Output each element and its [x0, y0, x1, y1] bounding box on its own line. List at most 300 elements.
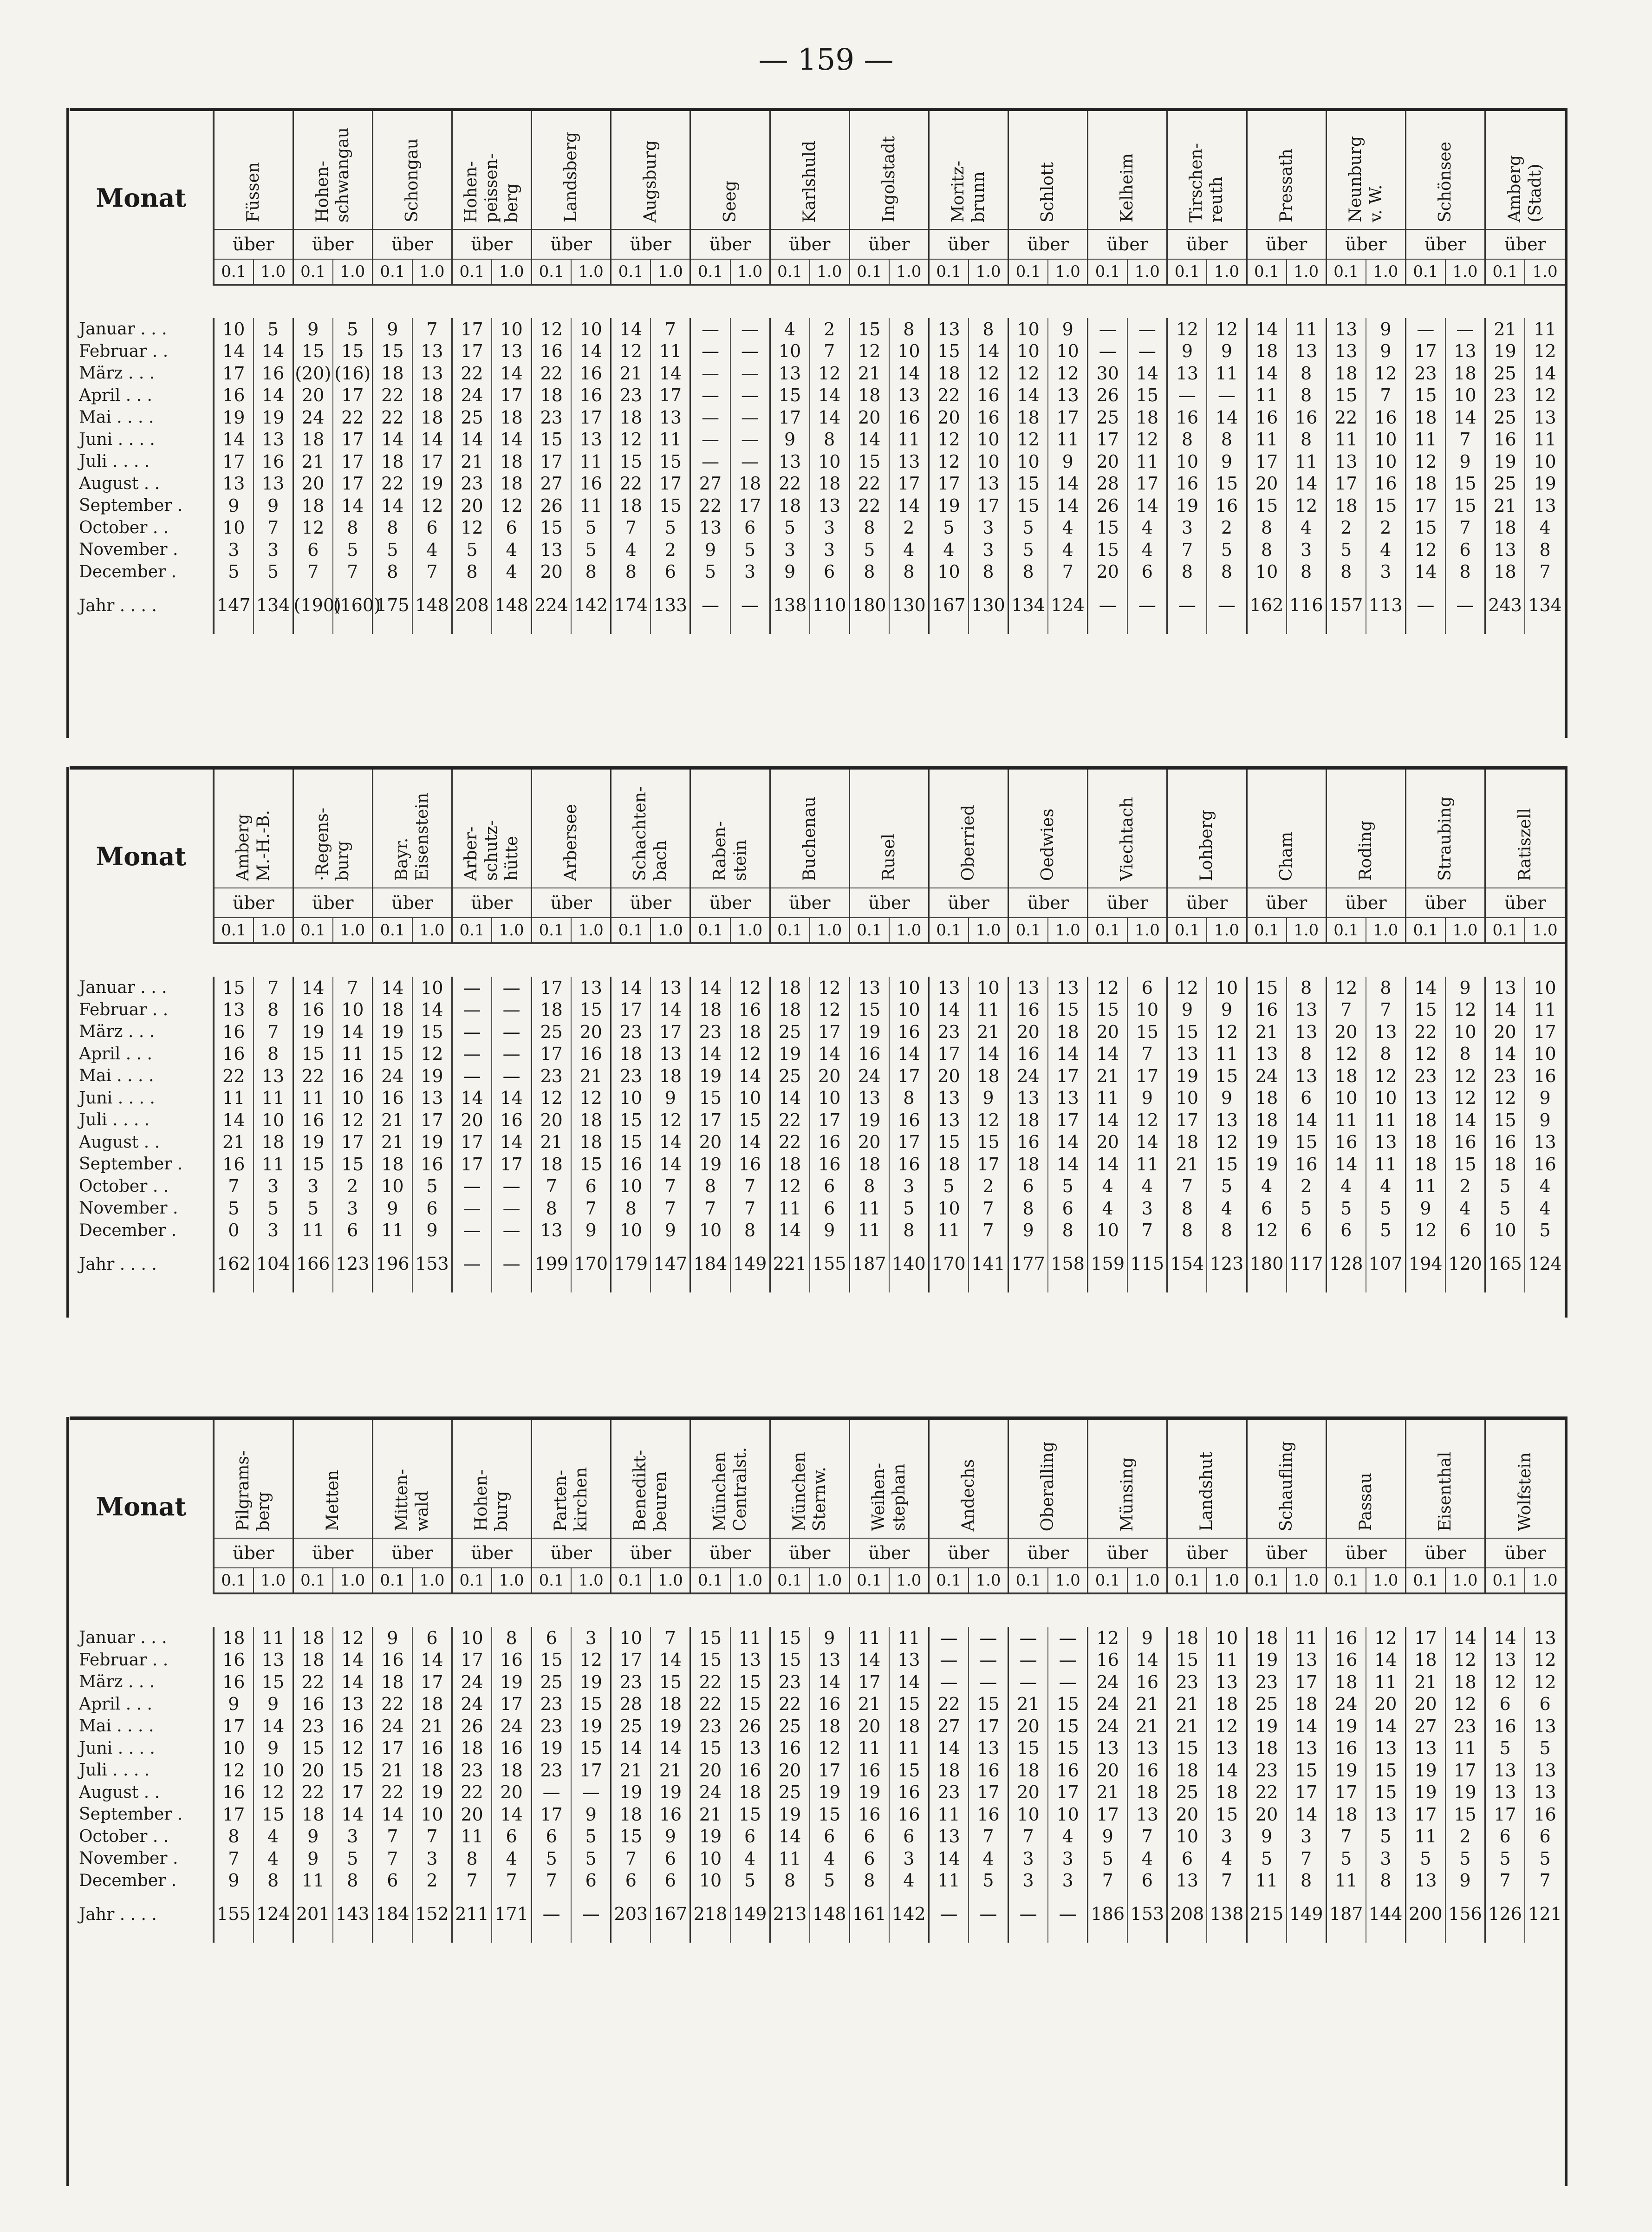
- threshold-0-1: 0.1: [929, 259, 969, 285]
- month-label: Mai . . . .: [70, 1715, 214, 1737]
- value-cell: 18: [1247, 1627, 1287, 1649]
- value-cell: —: [452, 977, 492, 999]
- value-cell: 25: [1247, 1693, 1287, 1716]
- value-cell: 10: [690, 1870, 730, 1892]
- value-cell: 6: [1287, 1087, 1327, 1109]
- value-cell: —: [969, 1892, 1008, 1924]
- filler: [889, 615, 929, 634]
- value-cell: 12: [730, 1043, 770, 1065]
- value-cell: 10: [214, 517, 254, 539]
- filler: [452, 1924, 492, 1943]
- value-cell: 3: [810, 517, 850, 539]
- value-cell: 19: [293, 1131, 333, 1154]
- ueber-label: über: [849, 1538, 929, 1568]
- value-cell: 18: [1405, 473, 1445, 495]
- ueber-label: über: [532, 888, 611, 918]
- value-cell: 19: [1326, 1715, 1366, 1737]
- ueber-label: über: [1088, 229, 1167, 259]
- value-cell: 4: [1326, 1175, 1366, 1198]
- value-cell: —: [1167, 583, 1207, 615]
- value-cell: 7: [1326, 1826, 1366, 1848]
- value-cell: 4: [810, 1847, 850, 1870]
- value-cell: 13: [889, 1649, 929, 1671]
- value-cell: 10: [1088, 1220, 1128, 1242]
- threshold-0-1: 0.1: [1088, 918, 1128, 943]
- threshold-1-0: 1.0: [571, 1568, 611, 1593]
- value-cell: 18: [372, 362, 412, 385]
- value-cell: 23: [611, 1671, 651, 1693]
- value-cell: 22: [293, 1065, 333, 1087]
- value-cell: 19: [690, 1153, 730, 1175]
- value-cell: 17: [412, 1671, 452, 1693]
- value-cell: 2: [412, 1870, 452, 1892]
- filler: [929, 1924, 969, 1943]
- value-cell: 170: [571, 1241, 611, 1274]
- filler: [1445, 1274, 1485, 1292]
- value-cell: 3: [254, 1175, 293, 1198]
- ueber-label: über: [1008, 229, 1088, 259]
- value-cell: 5: [293, 1197, 333, 1220]
- station-name: Straubing: [1435, 796, 1455, 881]
- value-cell: 16: [1525, 1065, 1565, 1087]
- value-cell: 149: [730, 1892, 770, 1924]
- value-cell: 17: [571, 406, 611, 429]
- value-cell: 22: [333, 406, 373, 429]
- ueber-label: über: [1247, 229, 1326, 259]
- value-cell: 13: [1287, 340, 1327, 363]
- value-cell: 18: [611, 495, 651, 517]
- value-cell: 12: [611, 340, 651, 363]
- value-cell: 15: [532, 1649, 572, 1671]
- value-cell: 13: [849, 977, 889, 999]
- value-cell: 21: [1088, 1782, 1128, 1804]
- month-label: April . . .: [70, 1693, 214, 1716]
- value-cell: (16): [333, 362, 373, 385]
- value-cell: 14: [1405, 561, 1445, 583]
- value-cell: 25: [1167, 1782, 1207, 1804]
- value-cell: 13: [1525, 1715, 1565, 1737]
- value-cell: 14: [571, 340, 611, 363]
- ueber-label: über: [690, 229, 770, 259]
- value-cell: 12: [1405, 1043, 1445, 1065]
- value-cell: 15: [254, 1671, 293, 1693]
- value-cell: 21: [1008, 1693, 1048, 1716]
- value-cell: 11: [849, 1197, 889, 1220]
- month-label: November .: [70, 1197, 214, 1220]
- value-cell: 23: [532, 1693, 572, 1716]
- value-cell: 12: [810, 362, 850, 385]
- value-cell: 4: [1048, 517, 1088, 539]
- value-cell: 13: [532, 539, 572, 561]
- value-cell: 15: [650, 450, 690, 473]
- value-cell: 5: [333, 1847, 373, 1870]
- value-cell: 16: [1167, 406, 1207, 429]
- value-cell: 16: [333, 1065, 373, 1087]
- threshold-1-0: 1.0: [730, 918, 770, 943]
- station-header: [1405, 1420, 1485, 1538]
- value-cell: —: [1048, 1627, 1088, 1649]
- value-cell: 12: [1366, 1065, 1406, 1087]
- value-cell: 11: [929, 1220, 969, 1242]
- value-cell: 20: [690, 1759, 730, 1782]
- value-cell: 4: [492, 1847, 532, 1870]
- value-cell: 16: [412, 1737, 452, 1760]
- value-cell: 15: [571, 999, 611, 1021]
- station-name: Moritz- brunn: [948, 161, 988, 222]
- value-cell: 18: [492, 406, 532, 429]
- threshold-1-0: 1.0: [333, 259, 373, 285]
- value-cell: 18: [730, 1021, 770, 1043]
- value-cell: 13: [1525, 1759, 1565, 1782]
- month-row: [70, 362, 1565, 385]
- value-cell: 24: [372, 1065, 412, 1087]
- filler: [1366, 1274, 1406, 1292]
- value-cell: 12: [452, 517, 492, 539]
- value-cell: 11: [889, 429, 929, 451]
- value-cell: 7: [254, 517, 293, 539]
- month-label: Jahr . . . .: [70, 1241, 214, 1274]
- threshold-1-0: 1.0: [650, 918, 690, 943]
- monat-header: Monat: [70, 770, 214, 943]
- value-cell: —: [1405, 318, 1445, 340]
- value-cell: 6: [1127, 1870, 1167, 1892]
- filler: [611, 1924, 651, 1943]
- value-cell: 18: [452, 1737, 492, 1760]
- value-cell: 18: [532, 999, 572, 1021]
- value-cell: 152: [412, 1892, 452, 1924]
- value-cell: 9: [372, 1197, 412, 1220]
- value-cell: 9: [969, 1087, 1008, 1109]
- value-cell: 8: [1287, 429, 1327, 451]
- value-cell: 9: [1127, 1087, 1167, 1109]
- value-cell: —: [492, 999, 532, 1021]
- filler: [1525, 1274, 1565, 1292]
- value-cell: 12: [1048, 362, 1088, 385]
- value-cell: 15: [1088, 539, 1128, 561]
- value-cell: 18: [1326, 362, 1366, 385]
- value-cell: 13: [650, 406, 690, 429]
- threshold-1-0: 1.0: [254, 918, 293, 943]
- value-cell: 13: [254, 1649, 293, 1671]
- value-cell: —: [690, 406, 730, 429]
- value-cell: 10: [889, 977, 929, 999]
- value-cell: 142: [889, 1892, 929, 1924]
- value-cell: 12: [1326, 1043, 1366, 1065]
- value-cell: 4: [1525, 1175, 1565, 1198]
- filler: [1326, 615, 1366, 634]
- station-name: Wolfstein: [1515, 1452, 1535, 1531]
- value-cell: 23: [690, 1715, 730, 1737]
- value-cell: 167: [929, 583, 969, 615]
- filler: [412, 1274, 452, 1292]
- value-cell: 10: [1048, 1803, 1088, 1826]
- value-cell: 20: [1485, 1021, 1525, 1043]
- value-cell: 22: [452, 362, 492, 385]
- filler: [611, 615, 651, 634]
- value-cell: 12: [1525, 1671, 1565, 1693]
- value-cell: 23: [611, 385, 651, 407]
- value-cell: 8: [1167, 429, 1207, 451]
- value-cell: —: [492, 977, 532, 999]
- value-cell: 10: [810, 450, 850, 473]
- month-row: [70, 1671, 1565, 1693]
- value-cell: 22: [690, 1693, 730, 1716]
- value-cell: 5: [929, 517, 969, 539]
- value-cell: 13: [929, 977, 969, 999]
- value-cell: 3: [1127, 1197, 1167, 1220]
- station-name: Cham: [1276, 831, 1296, 881]
- threshold-1-0: 1.0: [1525, 1568, 1565, 1593]
- ueber-label: über: [1008, 888, 1088, 918]
- station-header: [452, 1420, 531, 1538]
- value-cell: 15: [1366, 1782, 1406, 1804]
- station-name: Buchenau: [800, 796, 819, 881]
- value-cell: 15: [1048, 1737, 1088, 1760]
- value-cell: 13: [1405, 1870, 1445, 1892]
- value-cell: 18: [1127, 406, 1167, 429]
- value-cell: 10: [969, 429, 1008, 451]
- station-name: Mitten- wald: [392, 1469, 432, 1531]
- value-cell: 8: [1008, 1197, 1048, 1220]
- ueber-label: über: [372, 229, 452, 259]
- value-cell: 15: [690, 1087, 730, 1109]
- station-name: Amberg M.-H.-B.: [233, 809, 273, 881]
- station-header: [929, 111, 1008, 229]
- month-row: [70, 450, 1565, 473]
- value-cell: 10: [1445, 1021, 1485, 1043]
- value-cell: 19: [412, 473, 452, 495]
- value-cell: 124: [1525, 1241, 1565, 1274]
- value-cell: 17: [452, 318, 492, 340]
- value-cell: 22: [690, 495, 730, 517]
- value-cell: 16: [1207, 495, 1247, 517]
- value-cell: 17: [333, 1782, 373, 1804]
- value-cell: 14: [929, 999, 969, 1021]
- value-cell: 2: [969, 1175, 1008, 1198]
- threshold-1-0: 1.0: [730, 259, 770, 285]
- value-cell: 12: [1445, 1087, 1485, 1109]
- value-cell: 5: [1525, 1220, 1565, 1242]
- value-cell: 5: [770, 517, 810, 539]
- value-cell: 10: [254, 1109, 293, 1131]
- value-cell: 13: [1048, 977, 1088, 999]
- value-cell: 7: [650, 1197, 690, 1220]
- value-cell: 9: [1445, 977, 1485, 999]
- value-cell: 13: [1167, 362, 1207, 385]
- threshold-0-1: 0.1: [532, 918, 572, 943]
- value-cell: 13: [1048, 1087, 1088, 1109]
- value-cell: 7: [532, 1175, 572, 1198]
- value-cell: 6: [889, 1826, 929, 1848]
- value-cell: 147: [214, 583, 254, 615]
- value-cell: 180: [849, 583, 889, 615]
- value-cell: 17: [452, 1153, 492, 1175]
- ueber-label: über: [1167, 229, 1247, 259]
- station-header: [1167, 111, 1247, 229]
- value-cell: 6: [849, 1826, 889, 1848]
- value-cell: 3: [1287, 539, 1327, 561]
- value-cell: 7: [333, 977, 373, 999]
- value-cell: 20: [770, 1759, 810, 1782]
- value-cell: 22: [1405, 1021, 1445, 1043]
- filler: [849, 1924, 889, 1943]
- value-cell: 12: [1088, 1627, 1128, 1649]
- value-cell: 15: [1445, 1153, 1485, 1175]
- value-cell: 14: [254, 385, 293, 407]
- value-cell: 5: [254, 561, 293, 583]
- value-cell: 3: [810, 539, 850, 561]
- threshold-0-1: 0.1: [372, 259, 412, 285]
- value-cell: 25: [1485, 406, 1525, 429]
- month-row: [70, 1065, 1565, 1087]
- ueber-label: über: [372, 888, 452, 918]
- value-cell: 18: [1485, 517, 1525, 539]
- month-label: December .: [70, 1870, 214, 1892]
- station-header: [532, 111, 611, 229]
- value-cell: 20: [849, 406, 889, 429]
- value-cell: 14: [611, 977, 651, 999]
- value-cell: 13: [1088, 1737, 1128, 1760]
- month-row: [70, 495, 1565, 517]
- value-cell: 7: [1287, 1847, 1327, 1870]
- value-cell: 16: [293, 999, 333, 1021]
- threshold-1-0: 1.0: [412, 918, 452, 943]
- value-cell: 3: [1366, 1847, 1406, 1870]
- value-cell: 16: [333, 1715, 373, 1737]
- value-cell: 21: [611, 362, 651, 385]
- value-cell: 5: [730, 1870, 770, 1892]
- value-cell: 8: [611, 561, 651, 583]
- value-cell: 4: [889, 539, 929, 561]
- value-cell: 8: [1287, 1043, 1327, 1065]
- filler: [1167, 615, 1207, 634]
- value-cell: 11: [889, 1627, 929, 1649]
- value-cell: 2: [1445, 1826, 1485, 1848]
- value-cell: 17: [412, 1109, 452, 1131]
- value-cell: 8: [690, 1175, 730, 1198]
- value-cell: 11: [1287, 318, 1327, 340]
- value-cell: 18: [929, 362, 969, 385]
- value-cell: 8: [889, 1220, 929, 1242]
- value-cell: 5: [1008, 517, 1048, 539]
- value-cell: 13: [1366, 1021, 1406, 1043]
- value-cell: 15: [1287, 1131, 1327, 1154]
- value-cell: 16: [1525, 1153, 1565, 1175]
- value-cell: 17: [532, 1043, 572, 1065]
- value-cell: 14: [929, 1737, 969, 1760]
- station-name: Landsberg: [561, 132, 581, 222]
- value-cell: 14: [333, 1021, 373, 1043]
- station-header: [1247, 111, 1326, 229]
- value-cell: 12: [412, 495, 452, 517]
- threshold-0-1: 0.1: [1008, 259, 1048, 285]
- value-cell: 26: [730, 1715, 770, 1737]
- value-cell: 25: [770, 1782, 810, 1804]
- threshold-1-0: 1.0: [333, 1568, 373, 1593]
- value-cell: 15: [1445, 473, 1485, 495]
- value-cell: 17: [650, 1021, 690, 1043]
- value-cell: 184: [690, 1241, 730, 1274]
- value-cell: 12: [1088, 977, 1128, 999]
- value-cell: 14: [1008, 385, 1048, 407]
- value-cell: 25: [611, 1715, 651, 1737]
- value-cell: 6: [1127, 977, 1167, 999]
- threshold-1-0: 1.0: [1127, 918, 1167, 943]
- value-cell: 200: [1405, 1892, 1445, 1924]
- filler: [452, 1274, 492, 1292]
- month-row: [70, 1131, 1565, 1154]
- threshold-1-0: 1.0: [969, 259, 1008, 285]
- value-cell: 18: [1207, 1693, 1247, 1716]
- value-cell: 12: [1287, 495, 1327, 517]
- value-cell: 8: [889, 318, 929, 340]
- value-cell: 5: [333, 539, 373, 561]
- value-cell: 28: [611, 1693, 651, 1716]
- threshold-0-1: 0.1: [214, 259, 254, 285]
- value-cell: 13: [532, 1220, 572, 1242]
- filler: [1405, 1924, 1445, 1943]
- value-cell: 7: [730, 1175, 770, 1198]
- value-cell: 18: [293, 495, 333, 517]
- value-cell: 13: [1287, 999, 1327, 1021]
- value-cell: 13: [412, 362, 452, 385]
- value-cell: 24: [372, 1715, 412, 1737]
- value-cell: 149: [1287, 1892, 1327, 1924]
- value-cell: 13: [969, 473, 1008, 495]
- value-cell: 8: [1247, 517, 1287, 539]
- value-cell: —: [492, 1175, 532, 1198]
- value-cell: 8: [532, 1197, 572, 1220]
- value-cell: 13: [1127, 1737, 1167, 1760]
- value-cell: 11: [1247, 385, 1287, 407]
- value-cell: 15: [333, 1153, 373, 1175]
- value-cell: 16: [214, 1021, 254, 1043]
- value-cell: 13: [1207, 1737, 1247, 1760]
- threshold-1-0: 1.0: [1127, 1568, 1167, 1593]
- value-cell: 13: [214, 473, 254, 495]
- value-cell: 18: [1326, 1065, 1366, 1087]
- value-cell: 6: [1445, 539, 1485, 561]
- value-cell: 15: [1485, 1109, 1525, 1131]
- month-row: [70, 1803, 1565, 1826]
- value-cell: 153: [1127, 1892, 1167, 1924]
- value-cell: 15: [810, 1803, 850, 1826]
- filler: [254, 1274, 293, 1292]
- value-cell: —: [690, 583, 730, 615]
- filler: [1366, 1924, 1406, 1943]
- value-cell: 12: [730, 977, 770, 999]
- value-cell: 4: [492, 539, 532, 561]
- value-cell: 10: [690, 1220, 730, 1242]
- precipitation-table-2: [70, 770, 1565, 1292]
- value-cell: 13: [1287, 1649, 1327, 1671]
- value-cell: 5: [1048, 1175, 1088, 1198]
- ueber-label: über: [770, 1538, 849, 1568]
- filler: [969, 1924, 1008, 1943]
- filler: [532, 1924, 572, 1943]
- station-header: [1247, 1420, 1326, 1538]
- value-cell: 18: [293, 1803, 333, 1826]
- value-cell: 18: [730, 1782, 770, 1804]
- value-cell: 11: [1207, 362, 1247, 385]
- value-cell: 18: [770, 495, 810, 517]
- ueber-label: über: [1326, 1538, 1405, 1568]
- value-cell: 21: [849, 1693, 889, 1716]
- value-cell: 14: [1287, 1803, 1327, 1826]
- month-label: December .: [70, 1220, 214, 1242]
- value-cell: 8: [611, 1197, 651, 1220]
- value-cell: 15: [1048, 999, 1088, 1021]
